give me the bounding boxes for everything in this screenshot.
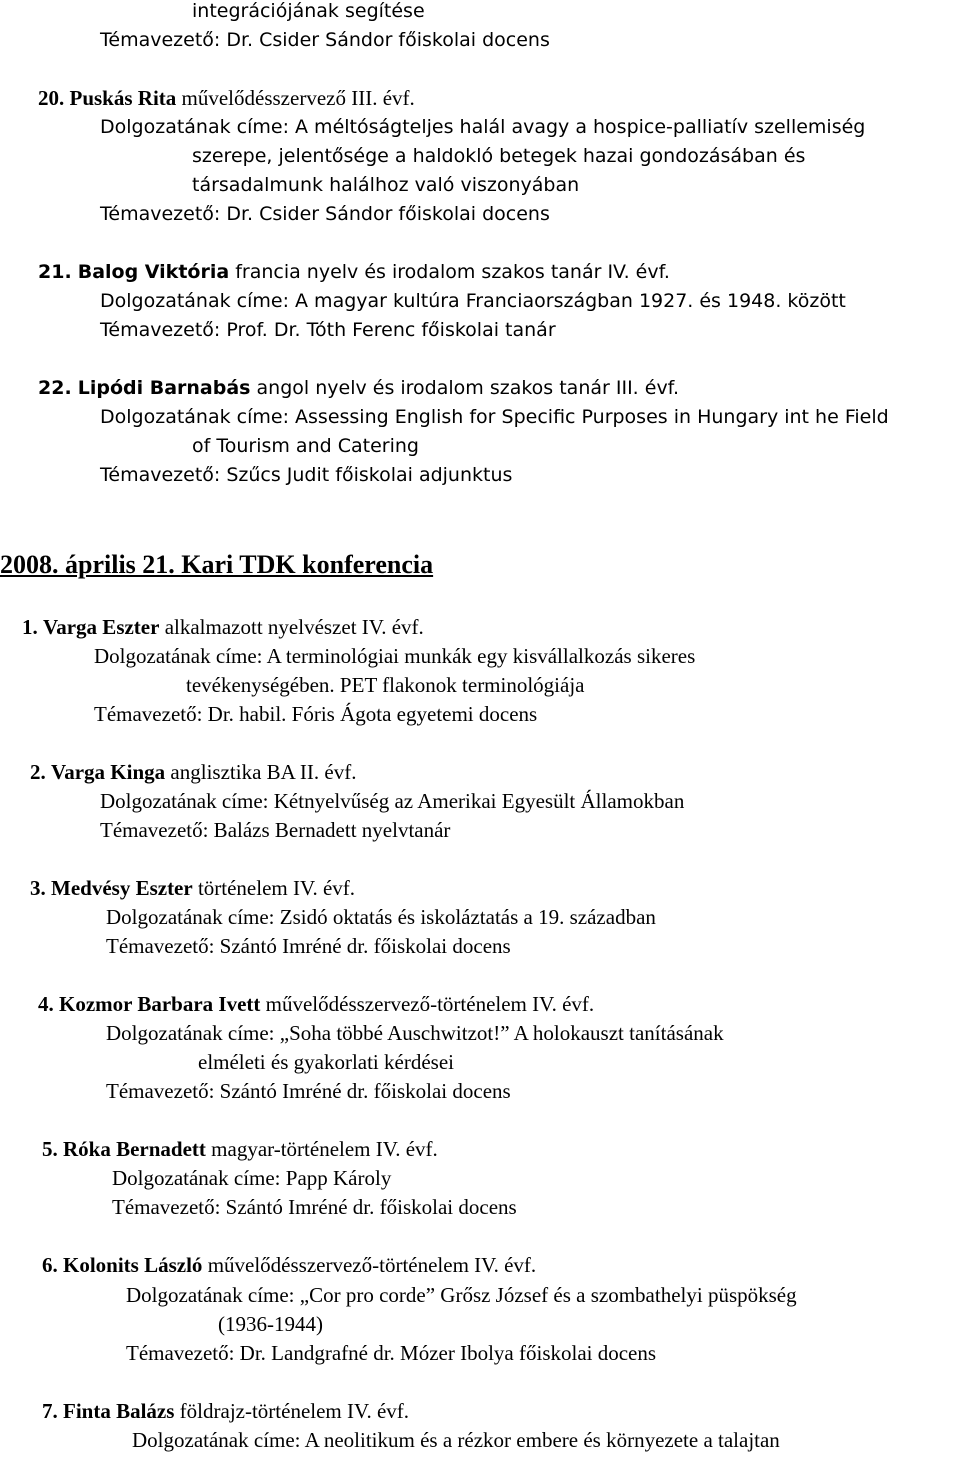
conf-entry-3-supervisor: Témavezető: Szántó Imréné dr. főiskolai docens xyxy=(106,934,511,958)
conf-entry-6-program: művelődésszervező-történelem IV. évf. xyxy=(202,1253,537,1277)
conf-entry-4-program: művelődésszervező-történelem IV. évf. xyxy=(260,992,595,1016)
entry-22-name: Lipódi Barnabás xyxy=(77,377,251,399)
conf-entry-7-header xyxy=(42,1398,409,1424)
conf-entry-4-title-1: Dolgozatának címe: „Soha többé Auschwitzot!” A holokauszt tanításának xyxy=(106,1021,724,1045)
entry-22-title-1: Dolgozatának címe: Assessing English for Specific Purposes in Hungary int he Field xyxy=(100,406,889,428)
conf-entry-1-title-1: Dolgozatának címe: A terminológiai munkák egy kisvállalkozás sikeres xyxy=(94,644,696,668)
conf-entry-6-name: Kolonits László xyxy=(63,1253,203,1277)
entry-20-title-2: szerepe, jelentősége a haldokló betegek hazai gondozásában és xyxy=(192,145,806,167)
conf-entry-7-title-1: Dolgozatának címe: A neolitikum és a rézkor embere és környezete a talajtan xyxy=(132,1428,780,1452)
conf-entry-1-number: 1. xyxy=(22,615,38,639)
conf-entry-5-name: Róka Bernadett xyxy=(63,1137,206,1161)
entry-22-supervisor: Témavezető: Szűcs Judit főiskolai adjunktus xyxy=(100,464,513,486)
conf-entry-3-title-1: Dolgozatának címe: Zsidó oktatás és iskoláztatás a 19. században xyxy=(106,905,656,929)
conf-entry-2-name: Varga Kinga xyxy=(51,760,166,784)
conf-entry-6-supervisor: Témavezető: Dr. Landgrafné dr. Mózer Ibolya főiskolai docens xyxy=(126,1341,657,1365)
conf-entry-4-name: Kozmor Barbara Ivett xyxy=(59,992,261,1016)
conf-entry-3-number: 3. xyxy=(30,876,46,900)
section-heading: 2008. április 21. Kari TDK konferencia xyxy=(0,550,434,579)
entry-22-program: angol nyelv és irodalom szakos tanár III. évf. xyxy=(250,377,680,399)
conf-entry-7-program: földrajz-történelem IV. évf. xyxy=(174,1399,410,1423)
conf-entry-2-header xyxy=(30,759,356,785)
conf-entry-3-program: történelem IV. évf. xyxy=(192,876,356,900)
conf-entry-2-supervisor: Témavezető: Balázs Bernadett nyelvtanár xyxy=(100,818,451,842)
entry-20-number: 20. xyxy=(38,86,65,110)
entry-21-title-1: Dolgozatának címe: A magyar kultúra Franciaországban 1927. és 1948. között xyxy=(100,290,846,312)
entry-22-header xyxy=(38,375,679,401)
conf-entry-5-number: 5. xyxy=(42,1137,58,1161)
entry-21-supervisor: Témavezető: Prof. Dr. Tóth Ferenc főiskolai tanár xyxy=(100,319,556,341)
conf-entry-1-name: Varga Eszter xyxy=(43,615,160,639)
conf-entry-5-program: magyar-történelem IV. évf. xyxy=(205,1137,438,1161)
conf-entry-5-supervisor: Témavezető: Szántó Imréné dr. főiskolai docens xyxy=(112,1195,517,1219)
conf-entry-5-title-1: Dolgozatának címe: Papp Károly xyxy=(112,1166,392,1190)
conf-entry-2-program: anglisztika BA II. évf. xyxy=(165,760,357,784)
conf-entry-6-number: 6. xyxy=(42,1253,58,1277)
entry-21-name: Balog Viktória xyxy=(77,261,230,283)
entry-20-title-1: Dolgozatának címe: A méltóságteljes halál avagy a hospice-palliatív szellemiség xyxy=(100,116,866,138)
entry-21-header xyxy=(38,259,670,285)
conf-entry-4-supervisor: Témavezető: Szántó Imréné dr. főiskolai docens xyxy=(106,1079,511,1103)
conf-entry-1-header xyxy=(22,614,424,640)
entry-20-name: Puskás Rita xyxy=(69,86,177,110)
conf-entry-4-header xyxy=(38,991,594,1017)
conf-entry-6-title-2: (1936-1944) xyxy=(218,1312,323,1336)
entry-19-supervisor: Témavezető: Dr. Csider Sándor főiskolai docens xyxy=(100,29,550,51)
entry-20-header xyxy=(38,85,415,111)
conf-entry-6-header xyxy=(42,1252,536,1278)
conf-entry-6-title-1: Dolgozatának címe: „Cor pro corde” Grősz József és a szombathelyi püspökség xyxy=(126,1283,797,1307)
entry-22-title-2: of Tourism and Catering xyxy=(192,435,419,457)
entry-19-title-line: integrációjának segítése xyxy=(192,0,425,22)
conf-entry-7-name: Finta Balázs xyxy=(63,1399,175,1423)
conf-entry-1-program: alkalmazott nyelvészet IV. évf. xyxy=(159,615,424,639)
conf-entry-3-name: Medvésy Eszter xyxy=(51,876,193,900)
conf-entry-3-header xyxy=(30,875,355,901)
conf-entry-2-number: 2. xyxy=(30,760,46,784)
entry-22-number: 22. xyxy=(38,377,72,399)
conf-entry-7-number: 7. xyxy=(42,1399,58,1423)
conf-entry-4-number: 4. xyxy=(38,992,54,1016)
conf-entry-2-title-1: Dolgozatának címe: Kétnyelvűség az Amerikai Egyesült Államokban xyxy=(100,789,685,813)
entry-20-program: művelődésszervező III. évf. xyxy=(176,86,415,110)
conf-entry-1-supervisor: Témavezető: Dr. habil. Fóris Ágota egyetemi docens xyxy=(94,702,538,726)
entry-20-supervisor: Témavezető: Dr. Csider Sándor főiskolai docens xyxy=(100,203,550,225)
conf-entry-1-title-2: tevékenységében. PET flakonok terminológiája xyxy=(186,673,585,697)
entry-20-title-3: társadalmunk halálhoz való viszonyában xyxy=(192,174,580,196)
entry-21-program: francia nyelv és irodalom szakos tanár IV. évf. xyxy=(229,261,670,283)
conf-entry-4-title-2: elméleti és gyakorlati kérdései xyxy=(198,1050,454,1074)
entry-21-number: 21. xyxy=(38,261,72,283)
conf-entry-5-header xyxy=(42,1136,438,1162)
